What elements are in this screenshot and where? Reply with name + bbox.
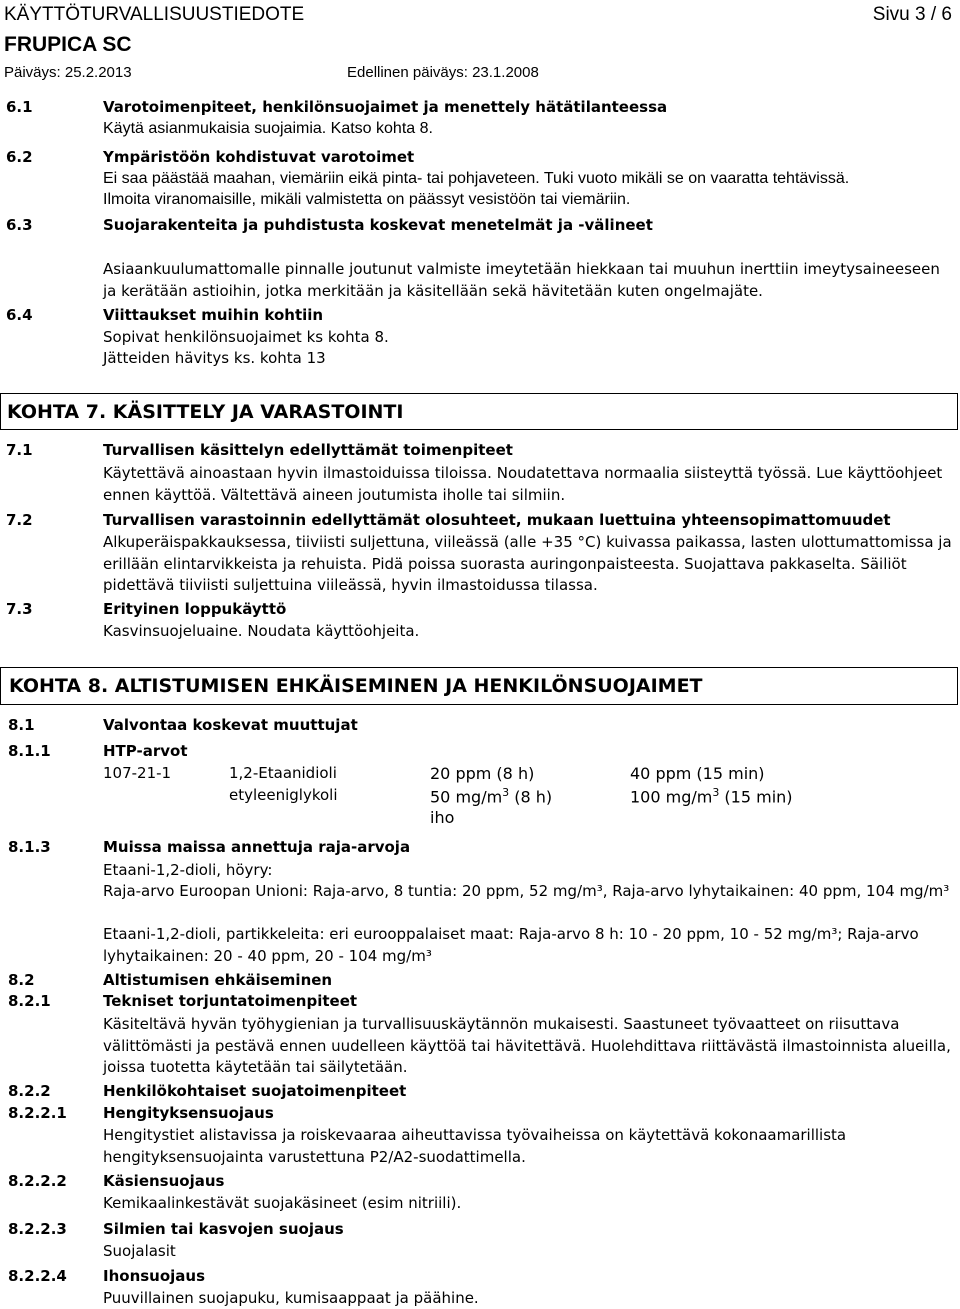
subsection-title: HTP-arvot xyxy=(103,742,188,760)
subsection-number: 8.2 xyxy=(8,971,35,989)
subsection-title: Ihonsuojaus xyxy=(103,1267,206,1285)
subsection-number: 6.1 xyxy=(6,98,33,116)
subsection-number: 8.2.2.2 xyxy=(8,1172,67,1190)
skin-notation: iho xyxy=(430,808,455,827)
paragraph: Puuvillainen suojapuku, kumisaappaat ja päähine. xyxy=(103,1289,479,1307)
subsection-number: 8.1.3 xyxy=(8,838,51,856)
subsection-number: 8.2.1 xyxy=(8,992,51,1010)
paragraph: Alkuperäispakkauksessa, tiiviisti suljettuna, viileässä (alle +35 °C) kuivassa paikassa, lasten ulottumattomissa ja erillään elintarvikkeista ja rehuista. Pidä poissa suorasta auringonpaisteesta. Suojattava pakkaselta. Säiliöt pidettävä tiiviisti suljettuina viileässä, hyvin ilmastoidussa tilassa. xyxy=(103,533,952,594)
paragraph: Etaani-1,2-dioli, höyry: xyxy=(103,861,273,879)
subsection-title: Suojarakenteita ja puhdistusta koskevat menetelmät ja -välineet xyxy=(103,216,653,234)
subsection-title: Viittaukset muihin kohtiin xyxy=(103,306,324,324)
paragraph: Etaani-1,2-dioli, partikkeleita: eri eurooppalaiset maat: Raja-arvo 8 h: 10 - 20 ppm, 10 - 52 mg/m³; Raja-arvo lyhytaikainen: 20 - 40 ppm, 20 - 104 mg/m³ xyxy=(103,925,919,965)
subsection-title: Hengityksensuojaus xyxy=(103,1104,274,1122)
subsection-number: 6.3 xyxy=(6,216,33,234)
paragraph: Jätteiden hävitys ks. kohta 13 xyxy=(103,349,326,367)
section-header xyxy=(0,393,958,430)
subsection-number: 8.1 xyxy=(8,716,35,734)
subsection-title: Turvallisen käsittelyn edellyttämät toimenpiteet xyxy=(103,441,513,459)
paragraph: Käytä asianmukaisia suojaimia. Katso kohta 8. xyxy=(103,120,433,137)
section-header xyxy=(0,667,958,705)
subsection-number: 8.2.2.3 xyxy=(8,1220,67,1238)
subsection-number: 8.2.2.1 xyxy=(8,1104,67,1122)
paragraph: Raja-arvo Euroopan Unioni: Raja-arvo, 8 tuntia: 20 ppm, 52 mg/m³, Raja-arvo lyhytaikainen: 40 ppm, 104 mg/m³ xyxy=(103,882,950,900)
subsection-number: 8.2.2.4 xyxy=(8,1267,67,1285)
section-title: KOHTA 8. ALTISTUMISEN EHKÄISEMINEN JA HENKILÖNSUOJAIMET xyxy=(9,675,703,697)
subsection-title: Silmien tai kasvojen suojaus xyxy=(103,1220,344,1238)
cas-number: 107-21-1 xyxy=(103,764,172,782)
limit-15min-ppm: 40 ppm (15 min) xyxy=(630,764,765,783)
chemical-name: 1,2-Etaanidioli xyxy=(229,764,337,782)
date: Päiväys: 25.2.2013 xyxy=(4,64,132,81)
subsection-title: Altistumisen ehkäiseminen xyxy=(103,971,333,989)
subsection-number: 8.1.1 xyxy=(8,742,51,760)
previous-date: Edellinen päiväys: 23.1.2008 xyxy=(347,64,539,81)
paragraph: Ei saa päästää maahan, viemäriin eikä pinta- tai pohjaveteen. Tuki vuoto mikäli se on vaaratta tehtävissä. xyxy=(103,170,850,187)
subsection-number: 7.1 xyxy=(6,441,33,459)
limit-15min-mg: 100 $mg/m^3$ (15 min) xyxy=(630,786,793,807)
subsection-number: 6.2 xyxy=(6,148,33,166)
section-title: KOHTA 7. KÄSITTELY JA VARASTOINTI xyxy=(7,401,404,423)
subsection-title: Ympäristöön kohdistuvat varotoimet xyxy=(103,148,415,166)
subsection-number: 7.2 xyxy=(6,511,33,529)
subsection-title: Muissa maissa annettuja raja-arvoja xyxy=(103,838,411,856)
subsection-title: Turvallisen varastoinnin edellyttämät olosuhteet, mukaan luettuina yhteensopimattomuudet xyxy=(103,511,891,529)
paragraph: Kasvinsuojeluaine. Noudata käyttöohjeita. xyxy=(103,622,420,640)
subsection-title: Käsiensuojaus xyxy=(103,1172,225,1190)
subsection-title: Henkilökohtaiset suojatoimenpiteet xyxy=(103,1082,407,1100)
subsection-number: 6.4 xyxy=(6,306,33,324)
paragraph: Hengitystiet alistavissa ja roiskevaaraa aiheuttavissa työvaiheissa on käytettävä kokonaamarillista hengityksensuojainta varustettuna P2/A2-suodattimella. xyxy=(103,1126,847,1166)
paragraph: Sopivat henkilönsuojaimet ks kohta 8. xyxy=(103,328,389,346)
paragraph: Ilmoita viranomaisille, mikäli valmistetta on päässyt vesistöön tai viemäriin. xyxy=(103,191,631,208)
subsection-title: Valvontaa koskevat muuttujat xyxy=(103,716,358,734)
paragraph: Käsiteltävä hyvän työhygienian ja turvallisuuskäytännön mukaisesti. Saastuneet työvaatteet on riisuttava välittömästi ja pestävä ennen uudelleen käyttöä tai hävitettävä. Huolehdittava riittävästä ilmastoinnista alueilla, joissa tuotetta käytetään tai säilytetään. xyxy=(103,1015,951,1076)
chemical-name: etyleeniglykoli xyxy=(229,786,338,804)
subsection-title: Varotoimenpiteet, henkilönsuojaimet ja menettely hätätilanteessa xyxy=(103,98,668,116)
paragraph: Käytettävä ainoastaan hyvin ilmastoiduissa tiloissa. Noudatettava normaalia siisteyttä työssä. Lue käyttöohjeet ennen käyttöä. Vältettävä aineen joutumista iholle tai silmiin. xyxy=(103,464,943,504)
subsection-title: Erityinen loppukäyttö xyxy=(103,600,287,618)
subsection-number: 8.2.2 xyxy=(8,1082,51,1100)
product-name: FRUPICA SC xyxy=(4,33,132,56)
paragraph: Kemikaalinkestävät suojakäsineet (esim nitriili). xyxy=(103,1194,462,1212)
subsection-number: 7.3 xyxy=(6,600,33,618)
limit-8h-ppm: 20 ppm (8 h) xyxy=(430,764,535,783)
paragraph: Asiaankuulumattomalle pinnalle joutunut valmiste imeytetään hiekkaan tai muuhun inerttiin imeytysaineeseen ja kerätään astioihin, jotka merkitään ja käsitellään sekä hävitetään kuten ongelmajäte. xyxy=(103,260,940,300)
page-number: Sivu 3 / 6 xyxy=(872,4,952,25)
subsection-title: Tekniset torjuntatoimenpiteet xyxy=(103,992,358,1010)
document-title: KÄYTTÖTURVALLISUUSTIEDOTE xyxy=(4,4,305,25)
paragraph: Suojalasit xyxy=(103,1242,176,1260)
limit-8h-mg: 50 $mg/m^3$ (8 h) xyxy=(430,786,553,807)
